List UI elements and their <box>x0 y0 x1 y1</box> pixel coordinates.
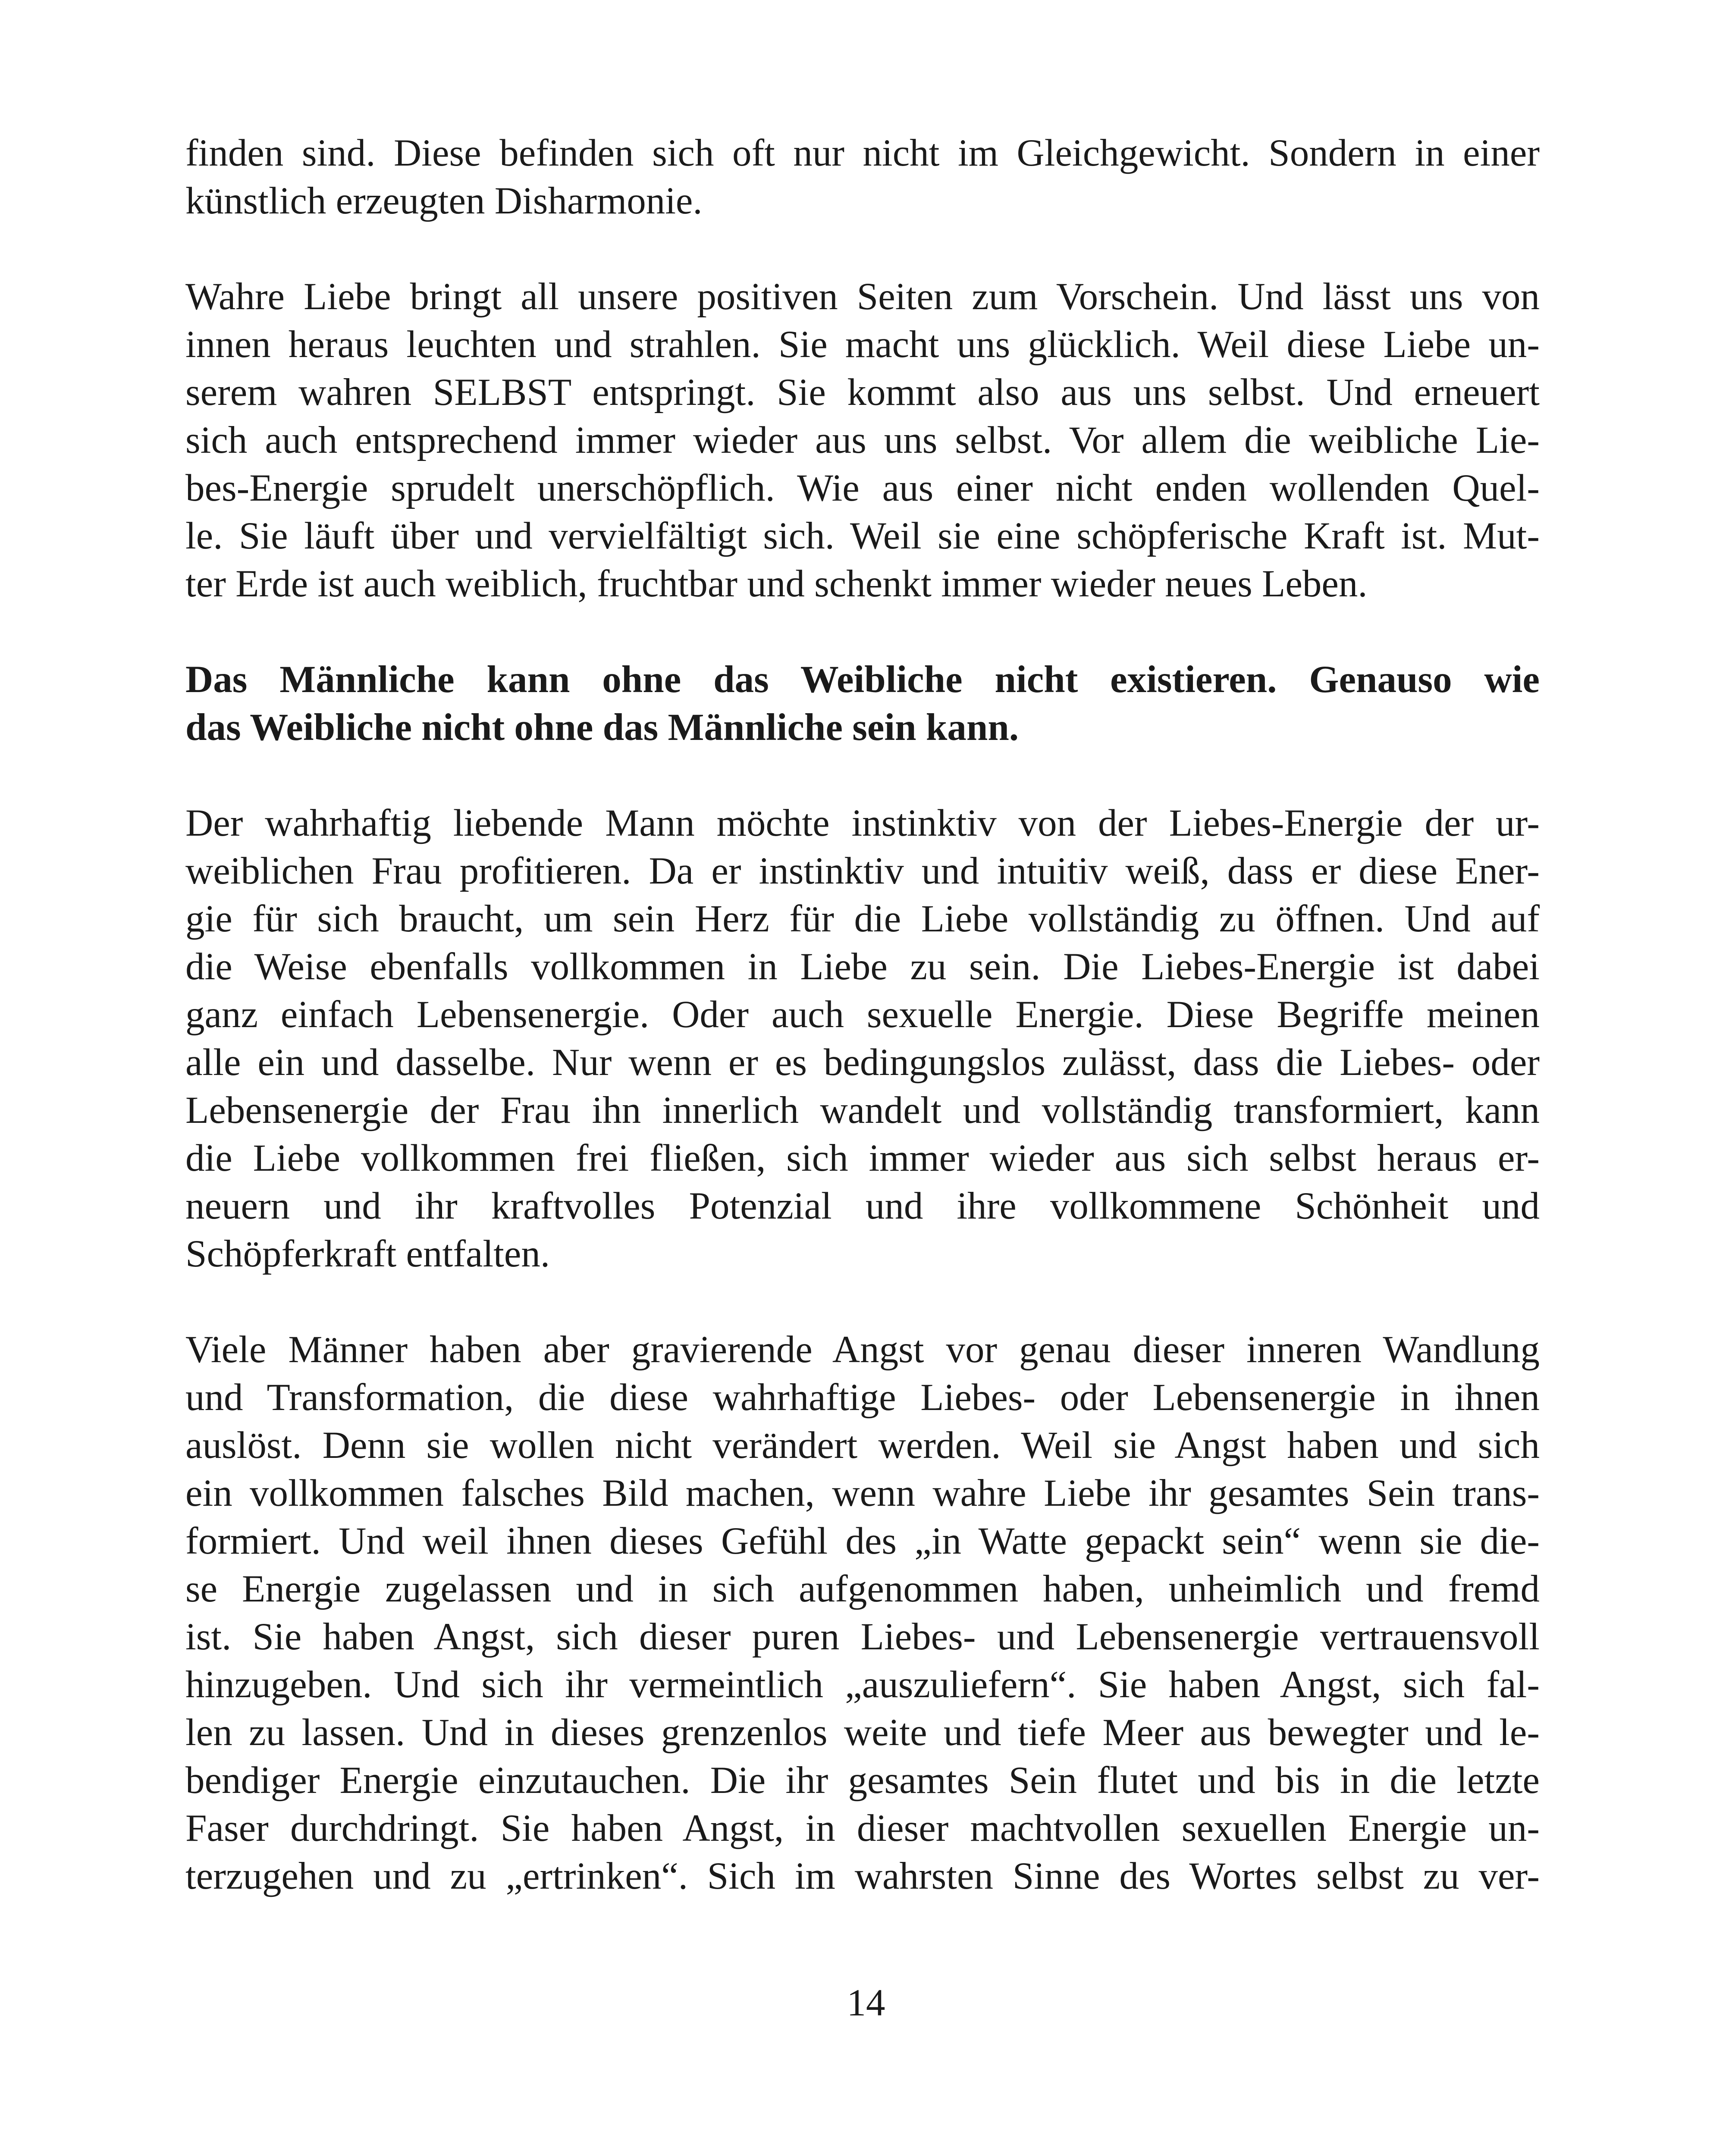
text-line: künstlich erzeugten Disharmonie. <box>185 180 703 222</box>
text-line: die Liebe vollkommen frei fließen, sich immer wieder aus sich selbst heraus er- <box>185 1137 1540 1179</box>
paragraph <box>185 129 1540 225</box>
text-line: neuern und ihr kraftvolles Potenzial und ihre vollkommene Schönheit und <box>185 1185 1540 1227</box>
text-line: die Weise ebenfalls vollkommen in Liebe zu sein. Die Liebes-Energie ist dabei <box>185 946 1540 988</box>
body-text <box>185 129 1540 1900</box>
bold-paragraph <box>185 656 1540 752</box>
text-line: len zu lassen. Und in dieses grenzenlos weite und tiefe Meer aus bewegter und le- <box>185 1711 1540 1754</box>
page-number: 14 <box>847 1982 885 2024</box>
paragraph <box>185 1326 1540 1900</box>
text-line: bes-Energie sprudelt unerschöpflich. Wie aus einer nicht enden wollenden Quel- <box>185 467 1540 509</box>
paragraph <box>185 273 1540 608</box>
text-line: formiert. Und weil ihnen dieses Gefühl des „in Watte gepackt sein“ wenn sie die- <box>185 1520 1540 1562</box>
paragraph-gap <box>185 752 1540 799</box>
text-line: ter Erde ist auch weiblich, fruchtbar und schenkt immer wieder neues Leben. <box>185 563 1368 605</box>
text-line: Schöpferkraft entfalten. <box>185 1233 550 1275</box>
text-line: bendiger Energie einzutauchen. Die ihr gesamtes Sein flutet und bis in die letzte <box>185 1759 1540 1802</box>
text-line: das Weibliche nicht ohne das Männliche sein kann. <box>185 706 1019 749</box>
text-line: Der wahrhaftig liebende Mann möchte instinktiv von der Liebes-Energie der ur- <box>185 802 1540 844</box>
text-line: le. Sie läuft über und vervielfältigt sich. Weil sie eine schöpferische Kraft ist. Mut- <box>185 515 1540 557</box>
text-line: gie für sich braucht, um sein Herz für die Liebe vollständig zu öffnen. Und auf <box>185 898 1540 940</box>
text-line: serem wahren SELBST entspringt. Sie kommt also aus uns selbst. Und erneuert <box>185 371 1540 414</box>
text-line: Faser durchdringt. Sie haben Angst, in dieser machtvollen sexuellen Energie un- <box>185 1807 1540 1849</box>
text-line: innen heraus leuchten und strahlen. Sie macht uns glücklich. Weil diese Liebe un- <box>185 323 1540 366</box>
text-line: ist. Sie haben Angst, sich dieser puren Liebes- und Lebensenergie vertrauensvoll <box>185 1616 1540 1658</box>
paragraph <box>185 799 1540 1278</box>
text-line: und Transformation, die diese wahrhaftige Liebes- oder Lebensenergie in ihnen <box>185 1376 1540 1419</box>
text-line: se Energie zugelassen und in sich aufgenommen haben, unheimlich und fremd <box>185 1568 1540 1610</box>
paragraph-gap <box>185 608 1540 656</box>
text-line: weiblichen Frau profitieren. Da er instinktiv und intuitiv weiß, dass er diese Ener- <box>185 850 1540 892</box>
text-line: Wahre Liebe bringt all unsere positiven Seiten zum Vorschein. Und lässt uns von <box>185 276 1540 318</box>
paragraph-gap <box>185 225 1540 273</box>
text-line: finden sind. Diese befinden sich oft nur nicht im Gleichgewicht. Sondern in einer <box>185 132 1540 174</box>
text-line: Viele Männer haben aber gravierende Angst vor genau dieser inneren Wandlung <box>185 1329 1540 1371</box>
text-line: Lebensenergie der Frau ihn innerlich wandelt und vollständig transformiert, kann <box>185 1089 1540 1131</box>
paragraph-gap <box>185 1278 1540 1326</box>
text-line: auslöst. Denn sie wollen nicht verändert werden. Weil sie Angst haben und sich <box>185 1424 1540 1467</box>
text-line: alle ein und dasselbe. Nur wenn er es bedingungslos zulässt, dass die Liebes- oder <box>185 1041 1540 1084</box>
text-line: hinzugeben. Und sich ihr vermeintlich „auszuliefern“. Sie haben Angst, sich fal- <box>185 1664 1540 1706</box>
text-line: sich auch entsprechend immer wieder aus uns selbst. Vor allem die weibliche Lie- <box>185 419 1540 461</box>
text-line: ein vollkommen falsches Bild machen, wenn wahre Liebe ihr gesamtes Sein trans- <box>185 1472 1540 1514</box>
text-line: Das Männliche kann ohne das Weibliche nicht existieren. Genauso wie <box>185 658 1540 701</box>
text-line: terzugehen und zu „ertrinken“. Sich im wahrsten Sinne des Wortes selbst zu ver- <box>185 1855 1540 1897</box>
text-line: ganz einfach Lebensenergie. Oder auch sexuelle Energie. Diese Begriffe meinen <box>185 993 1540 1036</box>
